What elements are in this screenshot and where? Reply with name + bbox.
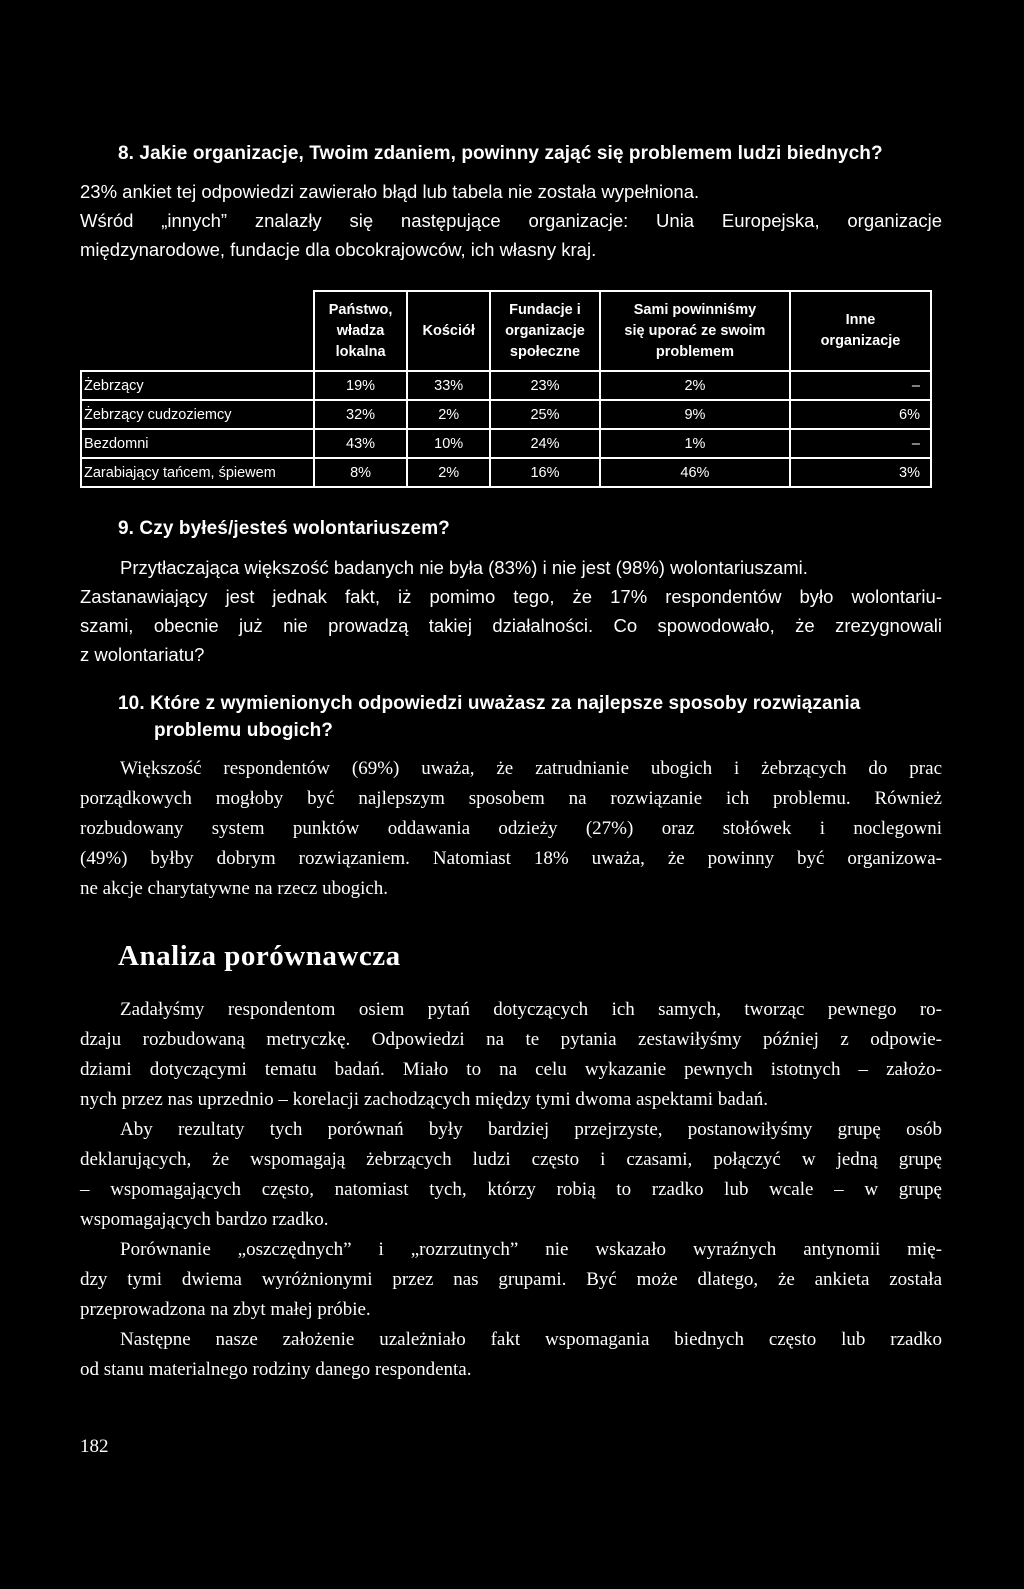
text-line: Przytłaczająca większość badanych nie była (83%) i nie jest (98%) wolontariuszami.: [120, 557, 808, 578]
row-label: Bezdomni: [81, 429, 314, 458]
text-line: (49%) byłby dobrym rozwiązaniem. Natomiast 18% uważa, że powinny być organizowa-: [80, 848, 942, 869]
table-cell: 9%: [600, 400, 790, 429]
column-header: Państwo, władza lokalna: [314, 291, 408, 371]
question-10-text: [80, 754, 942, 904]
text-line: ne akcje charytatywne na rzecz ubogich.: [80, 878, 389, 899]
text-line: – wspomagających często, natomiast tych, którzy robią to rzadko lub wcale – w grupę: [80, 1179, 942, 1200]
question-9-title: 9. Czy byłeś/jesteś wolontariuszem?: [118, 518, 450, 539]
column-header: Inne organizacje: [790, 291, 931, 371]
text-line: Aby rezultaty tych porównań były bardziej przejrzyste, postanowiłyśmy grupę osób: [120, 1119, 942, 1140]
table-row: [81, 371, 931, 400]
text-line: Zadałyśmy respondentom osiem pytań dotyczących ich samych, tworząc pewnego ro-: [120, 999, 942, 1020]
analysis-text: [80, 995, 942, 1385]
column-header: Kościół: [407, 291, 490, 371]
text-line: Większość respondentów (69%) uważa, że zatrudnianie ubogich i żebrzących do prac: [120, 758, 942, 779]
table-cell: 8%: [314, 458, 408, 487]
text-line: dziami dotyczącymi tematu badań. Miało to na celu wykazanie pewnych istotnych – założo-: [80, 1059, 942, 1080]
section-heading: Analiza porównawcza: [118, 940, 401, 972]
table-corner-cell: [81, 291, 314, 371]
table-cell: 16%: [490, 458, 600, 487]
table-row: [81, 429, 931, 458]
table-cell: –: [790, 429, 931, 458]
column-header: Sami powinniśmy się uporać ze swoim problemem: [600, 291, 790, 371]
text-line: rozbudowany system punktów oddawania odzieży (27%) oraz stołówek i noclegowni: [80, 818, 942, 839]
text-line: dzaju rozbudowaną metryczkę. Odpowiedzi na te pytania zestawiłyśmy później z odpowie-: [80, 1029, 942, 1050]
text-line: dzy tymi dwiema wyróżnionymi przez nas grupami. Być może dlatego, że ankieta została: [80, 1269, 942, 1290]
table-cell: 2%: [600, 371, 790, 400]
text-line: międzynarodowe, fundacje dla obcokrajowców, ich własny kraj.: [80, 239, 597, 260]
text-line: 23% ankiet tej odpowiedzi zawierało błąd lub tabela nie została wypełniona.: [80, 181, 700, 202]
column-header: Fundacje i organizacje społeczne: [490, 291, 600, 371]
text-line: Następne nasze założenie uzależniało fakt wspomagania biednych często lub rzadko: [120, 1329, 942, 1350]
table-cell: 6%: [790, 400, 931, 429]
title-line: 10. Które z wymienionych odpowiedzi uważasz za najlepsze sposoby rozwiązania: [118, 693, 861, 714]
text-line: Porównanie „oszczędnych” i „rozrzutnych” nie wskazało wyraźnych antynomii mię-: [120, 1239, 942, 1260]
row-label: Zarabiający tańcem, śpiewem: [81, 458, 314, 487]
question-9-text: [80, 553, 942, 669]
text-line: porządkowych mogłoby być najlepszym sposobem na rozwiązanie ich problemu. Również: [80, 788, 942, 809]
row-label: Żebrzący cudzoziemcy: [81, 400, 314, 429]
table-cell: 33%: [407, 371, 490, 400]
text-line: wspomagających bardzo rzadko.: [80, 1209, 329, 1230]
text-line: szami, obecnie już nie prowadzą takiej działalności. Co spowodowało, że zrezygnowali: [80, 615, 942, 636]
question-10-title: [118, 693, 860, 742]
table-header-row: [81, 291, 931, 371]
table-cell: 32%: [314, 400, 408, 429]
table-row: [81, 400, 931, 429]
row-label: Żebrzący: [81, 371, 314, 400]
page-number: 182: [80, 1436, 109, 1457]
table-cell: 24%: [490, 429, 600, 458]
table-row: [81, 458, 931, 487]
table-cell: 3%: [790, 458, 931, 487]
question-8-text: [80, 177, 942, 264]
table-cell: 1%: [600, 429, 790, 458]
table-cell: 2%: [407, 458, 490, 487]
title-line: problemu ubogich?: [154, 720, 334, 741]
text-line: Zastanawiający jest jednak fakt, iż pomimo tego, że 17% respondentów było wolontariu-: [80, 586, 942, 607]
text-line: deklarujących, że wspomagają żebrzących ludzi często i czasami, połączyć w jedną grupę: [80, 1149, 942, 1170]
text-line: od stanu materialnego rodziny danego respondenta.: [80, 1359, 472, 1380]
text-line: z wolontariatu?: [80, 644, 205, 665]
table-cell: 2%: [407, 400, 490, 429]
table-cell: 10%: [407, 429, 490, 458]
text-line: Wśród „innych” znalazły się następujące organizacje: Unia Europejska, organizacje: [80, 210, 942, 231]
question-8-title: 8. Jakie organizacje, Twoim zdaniem, powinny zająć się problemem ludzi biednych?: [118, 143, 883, 164]
text-line: przeprowadzona na zbyt małej próbie.: [80, 1299, 371, 1320]
table-cell: 46%: [600, 458, 790, 487]
table-cell: –: [790, 371, 931, 400]
table-cell: 23%: [490, 371, 600, 400]
organizations-table: [80, 290, 932, 488]
text-line: nych przez nas uprzednio – korelacji zachodzących między tymi dwoma aspektami badań.: [80, 1089, 768, 1110]
table-cell: 25%: [490, 400, 600, 429]
table-cell: 43%: [314, 429, 408, 458]
table-cell: 19%: [314, 371, 408, 400]
